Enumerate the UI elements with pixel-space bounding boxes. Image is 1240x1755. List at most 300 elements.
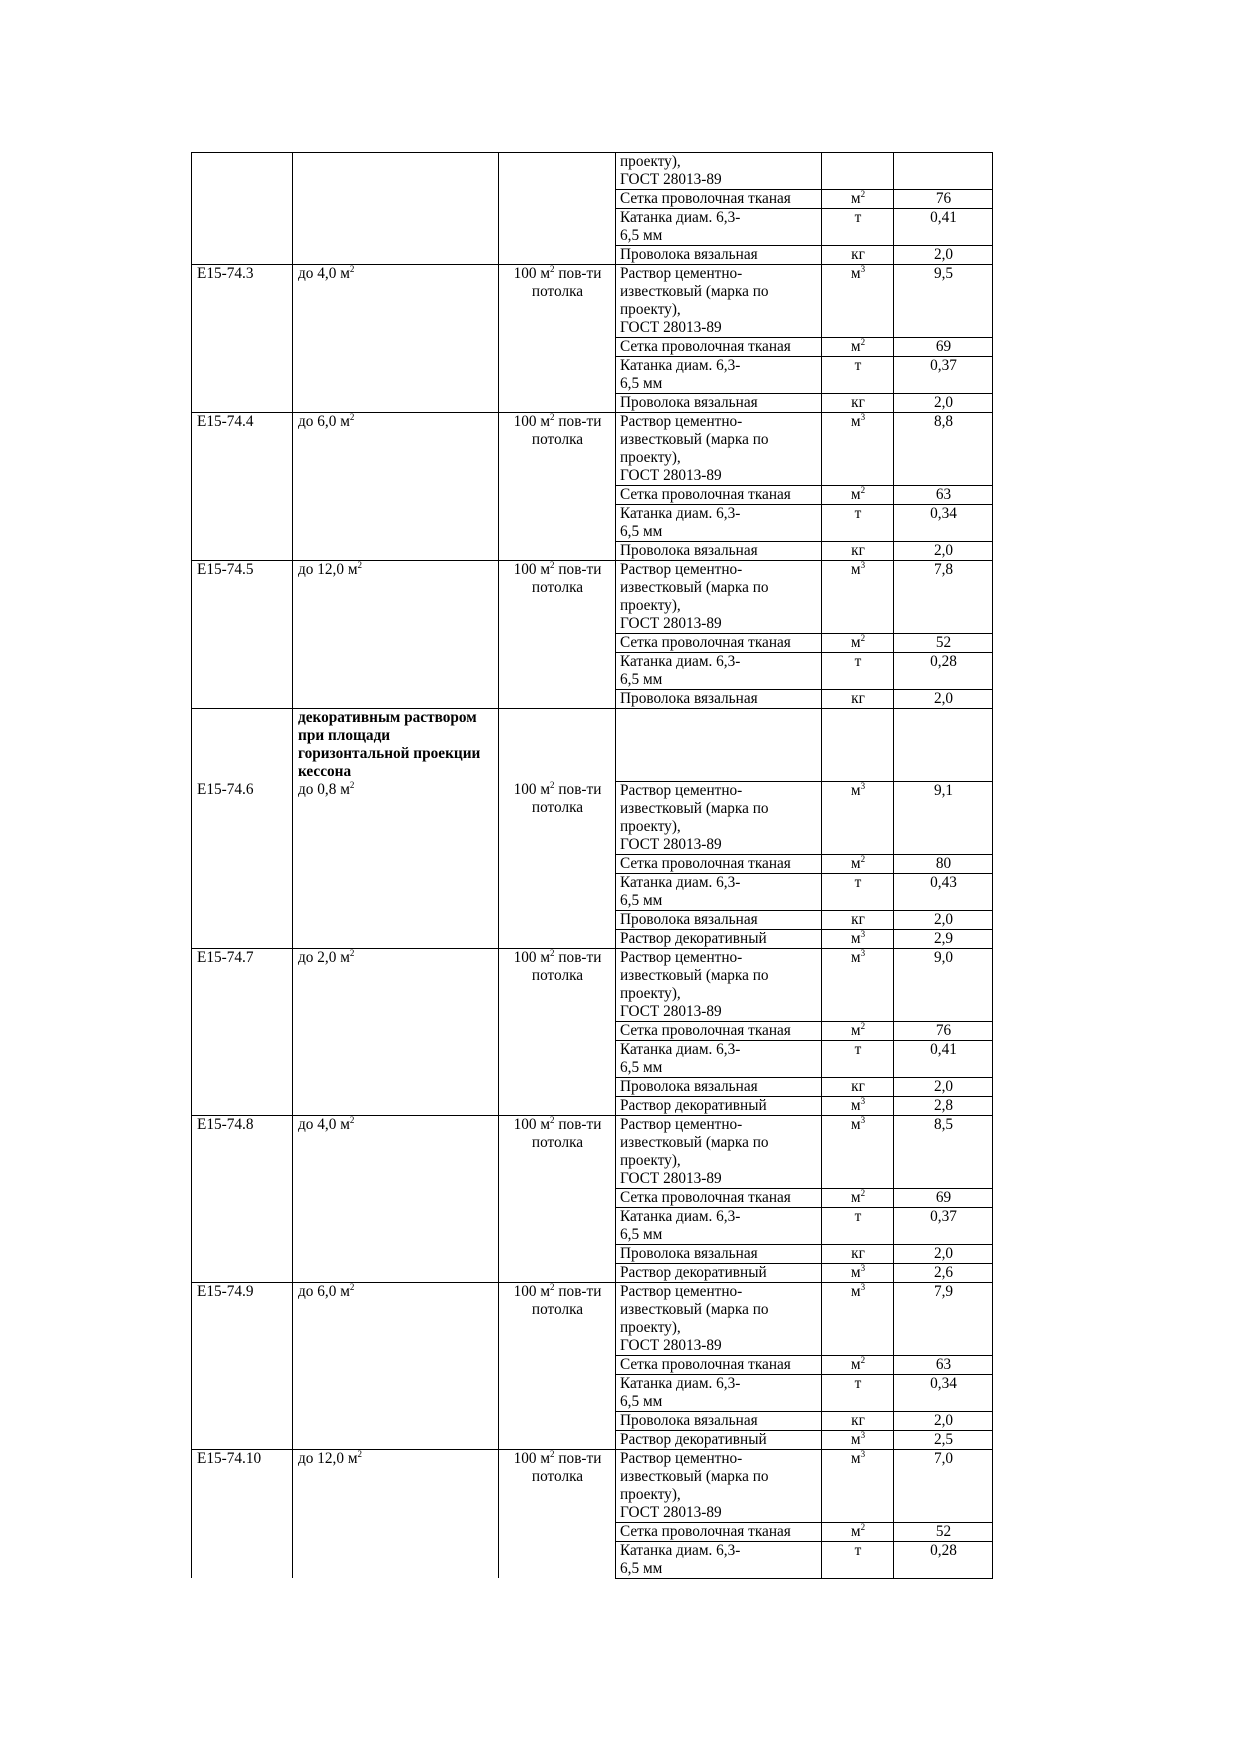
code-cell: [192, 1077, 293, 1096]
resource-name: Проволока вязальная: [616, 542, 822, 561]
unit-text: м: [850, 486, 861, 503]
resource-name: Раствор цементно- известковый (марка по проекту), ГОСТ 28013-89: [616, 413, 822, 486]
resource-name: Проволока вязальная: [616, 910, 822, 929]
quantity-cell: 80: [894, 854, 993, 873]
resource-name: Раствор декоративный: [616, 1096, 822, 1115]
resource-row: [192, 561, 993, 634]
resource-name: Проволока вязальная: [616, 1244, 822, 1263]
resource-name: Проволока вязальная: [616, 690, 822, 709]
norm-table: [191, 152, 993, 1579]
measure-exponent: 2: [550, 263, 555, 274]
norm-code: Е15-74.7: [192, 948, 293, 1021]
measure-exponent: 2: [550, 1114, 555, 1125]
unit-text: т: [854, 653, 862, 670]
measure-rest: пов-ти потолка: [531, 781, 602, 816]
resource-name: Катанка диам. 6,3- 6,5 мм: [616, 357, 822, 394]
measure-cell: [499, 246, 616, 265]
unit-cell: [822, 634, 894, 653]
quantity-cell: 69: [894, 338, 993, 357]
quantity-cell: 0,34: [894, 1374, 993, 1411]
norm-code: Е15-74.5: [192, 561, 293, 634]
unit-exponent: 2: [860, 853, 866, 864]
name-cell: [293, 190, 499, 209]
unit-text: м: [850, 1355, 861, 1373]
resource-row: [192, 634, 993, 653]
resource-name: Раствор цементно- известковый (марка по проекту), ГОСТ 28013-89: [616, 1449, 822, 1522]
measure-exponent: 2: [550, 411, 555, 422]
quantity-cell: 2,0: [894, 1411, 993, 1430]
unit-exponent: 3: [860, 411, 866, 422]
unit-cell: [822, 1355, 894, 1374]
norm-name: [293, 265, 499, 338]
unit-cell: [822, 873, 894, 910]
unit-text: кг: [851, 1244, 865, 1262]
unit-text: м: [850, 1263, 861, 1281]
resource-name: Катанка диам. 6,3- 6,5 мм: [616, 653, 822, 690]
unit-text: м: [850, 1522, 861, 1540]
unit-cell: [822, 1541, 894, 1578]
norm-name-exponent: 2: [357, 1448, 363, 1459]
code-cell: [192, 690, 293, 709]
measure-cell: [499, 1077, 616, 1096]
name-cell: [293, 246, 499, 265]
quantity-cell: 9,0: [894, 948, 993, 1021]
resource-row: [192, 1244, 993, 1263]
measure-cell: [499, 690, 616, 709]
unit-cell: [822, 190, 894, 209]
name-cell: [293, 486, 499, 505]
measure-rest: пов-ти потолка: [531, 1282, 602, 1318]
quantity-cell: 63: [894, 486, 993, 505]
code-cell: [192, 153, 293, 190]
code-cell: [192, 486, 293, 505]
resource-row: [192, 153, 993, 190]
code-cell: [192, 246, 293, 265]
quantity-cell: 9,1: [894, 781, 993, 854]
code-cell: [192, 910, 293, 929]
code-cell: [192, 1374, 293, 1411]
quantity-cell: 76: [894, 190, 993, 209]
name-cell: [293, 338, 499, 357]
unit-exponent: 2: [860, 484, 866, 495]
measure-cell: [499, 338, 616, 357]
unit-text: м: [850, 1115, 861, 1133]
quantity-cell: 2,8: [894, 1096, 993, 1115]
name-cell: [293, 1263, 499, 1282]
quantity-cell: 2,5: [894, 1430, 993, 1449]
code-cell: [192, 1263, 293, 1282]
measure-cell: [499, 873, 616, 910]
resource-name: Сетка проволочная тканая: [616, 1355, 822, 1374]
quantity-cell: 7,0: [894, 1449, 993, 1522]
unit-cell: [822, 1430, 894, 1449]
norm-name-exponent: 2: [349, 947, 355, 958]
code-cell: [192, 394, 293, 413]
unit-exponent: 2: [860, 1521, 866, 1532]
measure-cell: [499, 190, 616, 209]
code-cell: [192, 873, 293, 910]
unit-exponent: 3: [860, 1281, 866, 1292]
unit-exponent: 2: [860, 1354, 866, 1365]
quantity-cell: 0,43: [894, 873, 993, 910]
name-cell: [293, 1077, 499, 1096]
unit-cell: [822, 1374, 894, 1411]
resource-row: [192, 1188, 993, 1207]
name-cell: [293, 1374, 499, 1411]
resource-name: Катанка диам. 6,3- 6,5 мм: [616, 1207, 822, 1244]
unit-cell: [822, 854, 894, 873]
unit-text: м: [850, 1282, 861, 1300]
resource-name: Катанка диам. 6,3- 6,5 мм: [616, 1374, 822, 1411]
quantity-cell: 2,0: [894, 394, 993, 413]
resource-name: Сетка проволочная тканая: [616, 338, 822, 357]
norm-code: Е15-74.4: [192, 413, 293, 486]
unit-cell: [822, 1449, 894, 1522]
resource-name: [616, 709, 822, 782]
resource-row: [192, 1374, 993, 1411]
name-cell: [293, 1021, 499, 1040]
name-cell: [293, 653, 499, 690]
unit-exponent: 3: [860, 1448, 866, 1459]
quantity-cell: 76: [894, 1021, 993, 1040]
resource-row: [192, 1282, 993, 1355]
measure-cell: [499, 1522, 616, 1541]
resource-name: Сетка проволочная тканая: [616, 1021, 822, 1040]
unit-exponent: 2: [860, 188, 866, 199]
norm-name-text: до 6,0 м: [298, 413, 350, 430]
quantity-cell: 0,37: [894, 1207, 993, 1244]
resource-row: [192, 929, 993, 948]
resource-name: Катанка диам. 6,3- 6,5 мм: [616, 1541, 822, 1578]
unit-cell: [822, 1244, 894, 1263]
unit-cell: [822, 1207, 894, 1244]
measure-rest: пов-ти потолка: [531, 948, 602, 984]
unit-cell: [822, 338, 894, 357]
unit-cell: [822, 1077, 894, 1096]
code-cell: [192, 1541, 293, 1578]
unit-text: м: [850, 561, 861, 578]
resource-row: [192, 1096, 993, 1115]
unit-cell: [822, 1096, 894, 1115]
resource-name: Катанка диам. 6,3- 6,5 мм: [616, 505, 822, 542]
measure-unit: [499, 561, 616, 634]
unit-exponent: 2: [860, 1187, 866, 1198]
name-cell: [293, 1040, 499, 1077]
unit-cell: [822, 690, 894, 709]
code-cell: [192, 357, 293, 394]
unit-cell: [822, 1040, 894, 1077]
measure-cell: [499, 1040, 616, 1077]
name-cell: [293, 209, 499, 246]
quantity-cell: 2,0: [894, 690, 993, 709]
norm-name-exponent: 2: [357, 559, 363, 570]
resource-row: [192, 413, 993, 486]
unit-text: т: [854, 1207, 862, 1225]
unit-cell: [822, 542, 894, 561]
name-cell: [293, 357, 499, 394]
measure-rest: пов-ти потолка: [531, 265, 602, 300]
measure-cell: [499, 1021, 616, 1040]
code-cell: [192, 1096, 293, 1115]
unit-text: м: [850, 1096, 861, 1114]
resource-row: [192, 486, 993, 505]
resource-name: Раствор цементно- известковый (марка по проекту), ГОСТ 28013-89: [616, 781, 822, 854]
name-cell: [293, 1096, 499, 1115]
unit-cell: [822, 1021, 894, 1040]
measure-exponent: 2: [550, 559, 555, 570]
norm-name: [293, 1282, 499, 1355]
measure-text: 100 м: [513, 1449, 551, 1467]
norm-name-text: до 12,0 м: [298, 561, 358, 578]
resource-row: [192, 1522, 993, 1541]
code-cell: [192, 634, 293, 653]
measure-text: 100 м: [513, 1115, 551, 1133]
norm-name: [293, 781, 499, 854]
resource-name: Сетка проволочная тканая: [616, 634, 822, 653]
norm-name-exponent: 2: [349, 263, 355, 274]
quantity-cell: 0,41: [894, 1040, 993, 1077]
measure-exponent: 2: [550, 779, 555, 790]
unit-text: т: [854, 357, 862, 374]
measure-rest: пов-ти потолка: [531, 1449, 602, 1485]
measure-cell: [499, 505, 616, 542]
unit-text: м: [850, 190, 861, 207]
unit-text: м: [850, 634, 861, 651]
unit-text: т: [854, 873, 862, 891]
measure-text: 100 м: [513, 413, 551, 430]
quantity-cell: 2,6: [894, 1263, 993, 1282]
resource-row: [192, 190, 993, 209]
unit-cell: [822, 1263, 894, 1282]
quantity-cell: 7,9: [894, 1282, 993, 1355]
norm-name: [293, 948, 499, 1021]
unit-text: м: [850, 1188, 861, 1206]
unit-cell: [822, 486, 894, 505]
quantity-cell: 63: [894, 1355, 993, 1374]
resource-name: Сетка проволочная тканая: [616, 1522, 822, 1541]
unit-exponent: 2: [860, 632, 866, 643]
unit-cell: [822, 1522, 894, 1541]
measure-text: 100 м: [513, 948, 551, 966]
unit-text: м: [850, 338, 861, 355]
resource-row: [192, 246, 993, 265]
measure-text: 100 м: [513, 265, 551, 282]
unit-exponent: 3: [860, 780, 866, 791]
resource-row: [192, 265, 993, 338]
resource-row: [192, 1411, 993, 1430]
quantity-cell: 7,8: [894, 561, 993, 634]
unit-text: кг: [851, 542, 865, 559]
unit-text: кг: [851, 910, 865, 928]
norm-code: Е15-74.8: [192, 1115, 293, 1188]
measure-cell: [499, 1207, 616, 1244]
unit-exponent: 3: [860, 1114, 866, 1125]
quantity-cell: [894, 153, 993, 190]
resource-name: Сетка проволочная тканая: [616, 854, 822, 873]
unit-text: т: [854, 1374, 862, 1392]
name-cell: [293, 1522, 499, 1541]
norm-name-exponent: 2: [349, 1114, 355, 1125]
norm-code: Е15-74.6: [192, 781, 293, 854]
resource-name: Раствор декоративный: [616, 929, 822, 948]
code-cell: [192, 1207, 293, 1244]
measure-text: 100 м: [513, 781, 551, 798]
unit-cell: [822, 910, 894, 929]
unit-cell: [822, 246, 894, 265]
resource-row: [192, 781, 993, 854]
quantity-cell: 2,0: [894, 1077, 993, 1096]
code-cell: [192, 190, 293, 209]
resource-name: Раствор цементно- известковый (марка по проекту), ГОСТ 28013-89: [616, 1115, 822, 1188]
measure-cell: [499, 1541, 616, 1578]
norm-name: [293, 1449, 499, 1522]
quantity-cell: 9,5: [894, 265, 993, 338]
code-cell: [192, 1040, 293, 1077]
unit-cell: [822, 929, 894, 948]
unit-cell: [822, 209, 894, 246]
unit-text: м: [850, 854, 861, 872]
measure-unit: [499, 1449, 616, 1522]
resource-name: Раствор декоративный: [616, 1263, 822, 1282]
measure-rest: пов-ти потолка: [531, 413, 602, 448]
name-cell: [293, 634, 499, 653]
unit-exponent: 3: [860, 1429, 866, 1440]
quantity-cell: 0,41: [894, 209, 993, 246]
quantity-cell: [894, 709, 993, 782]
resource-row: [192, 1021, 993, 1040]
unit-text: т: [854, 1040, 862, 1058]
measure-unit: [499, 948, 616, 1021]
quantity-cell: 0,28: [894, 653, 993, 690]
unit-cell: [822, 505, 894, 542]
code-cell: [192, 1522, 293, 1541]
unit-text: кг: [851, 1077, 865, 1095]
name-cell: [293, 1207, 499, 1244]
unit-cell: [822, 265, 894, 338]
name-cell: [293, 1355, 499, 1374]
measure-cell: [499, 209, 616, 246]
code-cell: [192, 505, 293, 542]
resource-row: [192, 394, 993, 413]
unit-cell: [822, 1115, 894, 1188]
name-cell: [293, 1541, 499, 1578]
measure-cell: [499, 1430, 616, 1449]
unit-exponent: 3: [860, 928, 866, 939]
measure-cell: [499, 1244, 616, 1263]
code-cell: [192, 338, 293, 357]
unit-cell: [822, 1282, 894, 1355]
norm-name-exponent: 2: [349, 411, 355, 422]
norm-code: Е15-74.3: [192, 265, 293, 338]
unit-text: т: [854, 505, 862, 522]
measure-exponent: 2: [550, 1281, 555, 1292]
code-cell: [192, 209, 293, 246]
quantity-cell: 2,0: [894, 1244, 993, 1263]
measure-text: 100 м: [513, 561, 551, 578]
unit-cell: [822, 653, 894, 690]
resource-name: Раствор декоративный: [616, 1430, 822, 1449]
quantity-cell: 2,0: [894, 910, 993, 929]
unit-exponent: 3: [860, 1095, 866, 1106]
resource-row: [192, 1077, 993, 1096]
resource-row: [192, 873, 993, 910]
resource-row: [192, 1207, 993, 1244]
unit-cell: [822, 561, 894, 634]
code-cell: [192, 1244, 293, 1263]
unit-text: кг: [851, 1411, 865, 1429]
resource-row: [192, 1541, 993, 1578]
resource-name: Катанка диам. 6,3- 6,5 мм: [616, 1040, 822, 1077]
unit-exponent: 3: [860, 263, 866, 274]
resource-name: Катанка диам. 6,3- 6,5 мм: [616, 209, 822, 246]
norm-code: Е15-74.10: [192, 1449, 293, 1522]
section-header: декоративным раствором при площади горизонтальной проекции кессона: [293, 709, 499, 782]
code-cell: [192, 1355, 293, 1374]
unit-exponent: 3: [860, 947, 866, 958]
resource-name: Сетка проволочная тканая: [616, 486, 822, 505]
quantity-cell: 2,0: [894, 246, 993, 265]
unit-text: м: [850, 413, 861, 430]
norm-sheet: [191, 152, 992, 1579]
measure-unit: [499, 265, 616, 338]
measure-cell: [499, 486, 616, 505]
measure-cell: [499, 910, 616, 929]
resource-row: [192, 338, 993, 357]
resource-name: проекту), ГОСТ 28013-89: [616, 153, 822, 190]
code-cell: [192, 1411, 293, 1430]
norm-name-text: до 4,0 м: [298, 265, 350, 282]
measure-cell: [499, 854, 616, 873]
code-cell: [192, 854, 293, 873]
norm-name-exponent: 2: [349, 1281, 355, 1292]
measure-cell: [499, 542, 616, 561]
name-cell: [293, 1411, 499, 1430]
resource-name: Проволока вязальная: [616, 246, 822, 265]
measure-cell: [499, 1188, 616, 1207]
unit-cell: [822, 1188, 894, 1207]
quantity-cell: 69: [894, 1188, 993, 1207]
code-cell: [192, 653, 293, 690]
quantity-cell: 2,9: [894, 929, 993, 948]
resource-row: [192, 542, 993, 561]
resource-name: Катанка диам. 6,3- 6,5 мм: [616, 873, 822, 910]
code-cell: [192, 709, 293, 782]
resource-name: Проволока вязальная: [616, 1077, 822, 1096]
measure-cell: [499, 1096, 616, 1115]
measure-exponent: 2: [550, 1448, 555, 1459]
code-cell: [192, 1430, 293, 1449]
unit-exponent: 2: [860, 1020, 866, 1031]
resource-row: [192, 505, 993, 542]
name-cell: [293, 505, 499, 542]
name-cell: [293, 153, 499, 190]
resource-row: [192, 1449, 993, 1522]
norm-name-text: до 4,0 м: [298, 1115, 350, 1133]
resource-row: [192, 854, 993, 873]
name-cell: [293, 690, 499, 709]
unit-text: кг: [851, 394, 865, 411]
resource-name: Сетка проволочная тканая: [616, 1188, 822, 1207]
unit-cell: [822, 357, 894, 394]
quantity-cell: 0,34: [894, 505, 993, 542]
norm-name-exponent: 2: [349, 779, 355, 790]
resource-row: [192, 209, 993, 246]
norm-name: [293, 1115, 499, 1188]
resource-row: [192, 690, 993, 709]
resource-row: [192, 1355, 993, 1374]
unit-exponent: 3: [860, 1262, 866, 1273]
unit-cell: [822, 948, 894, 1021]
